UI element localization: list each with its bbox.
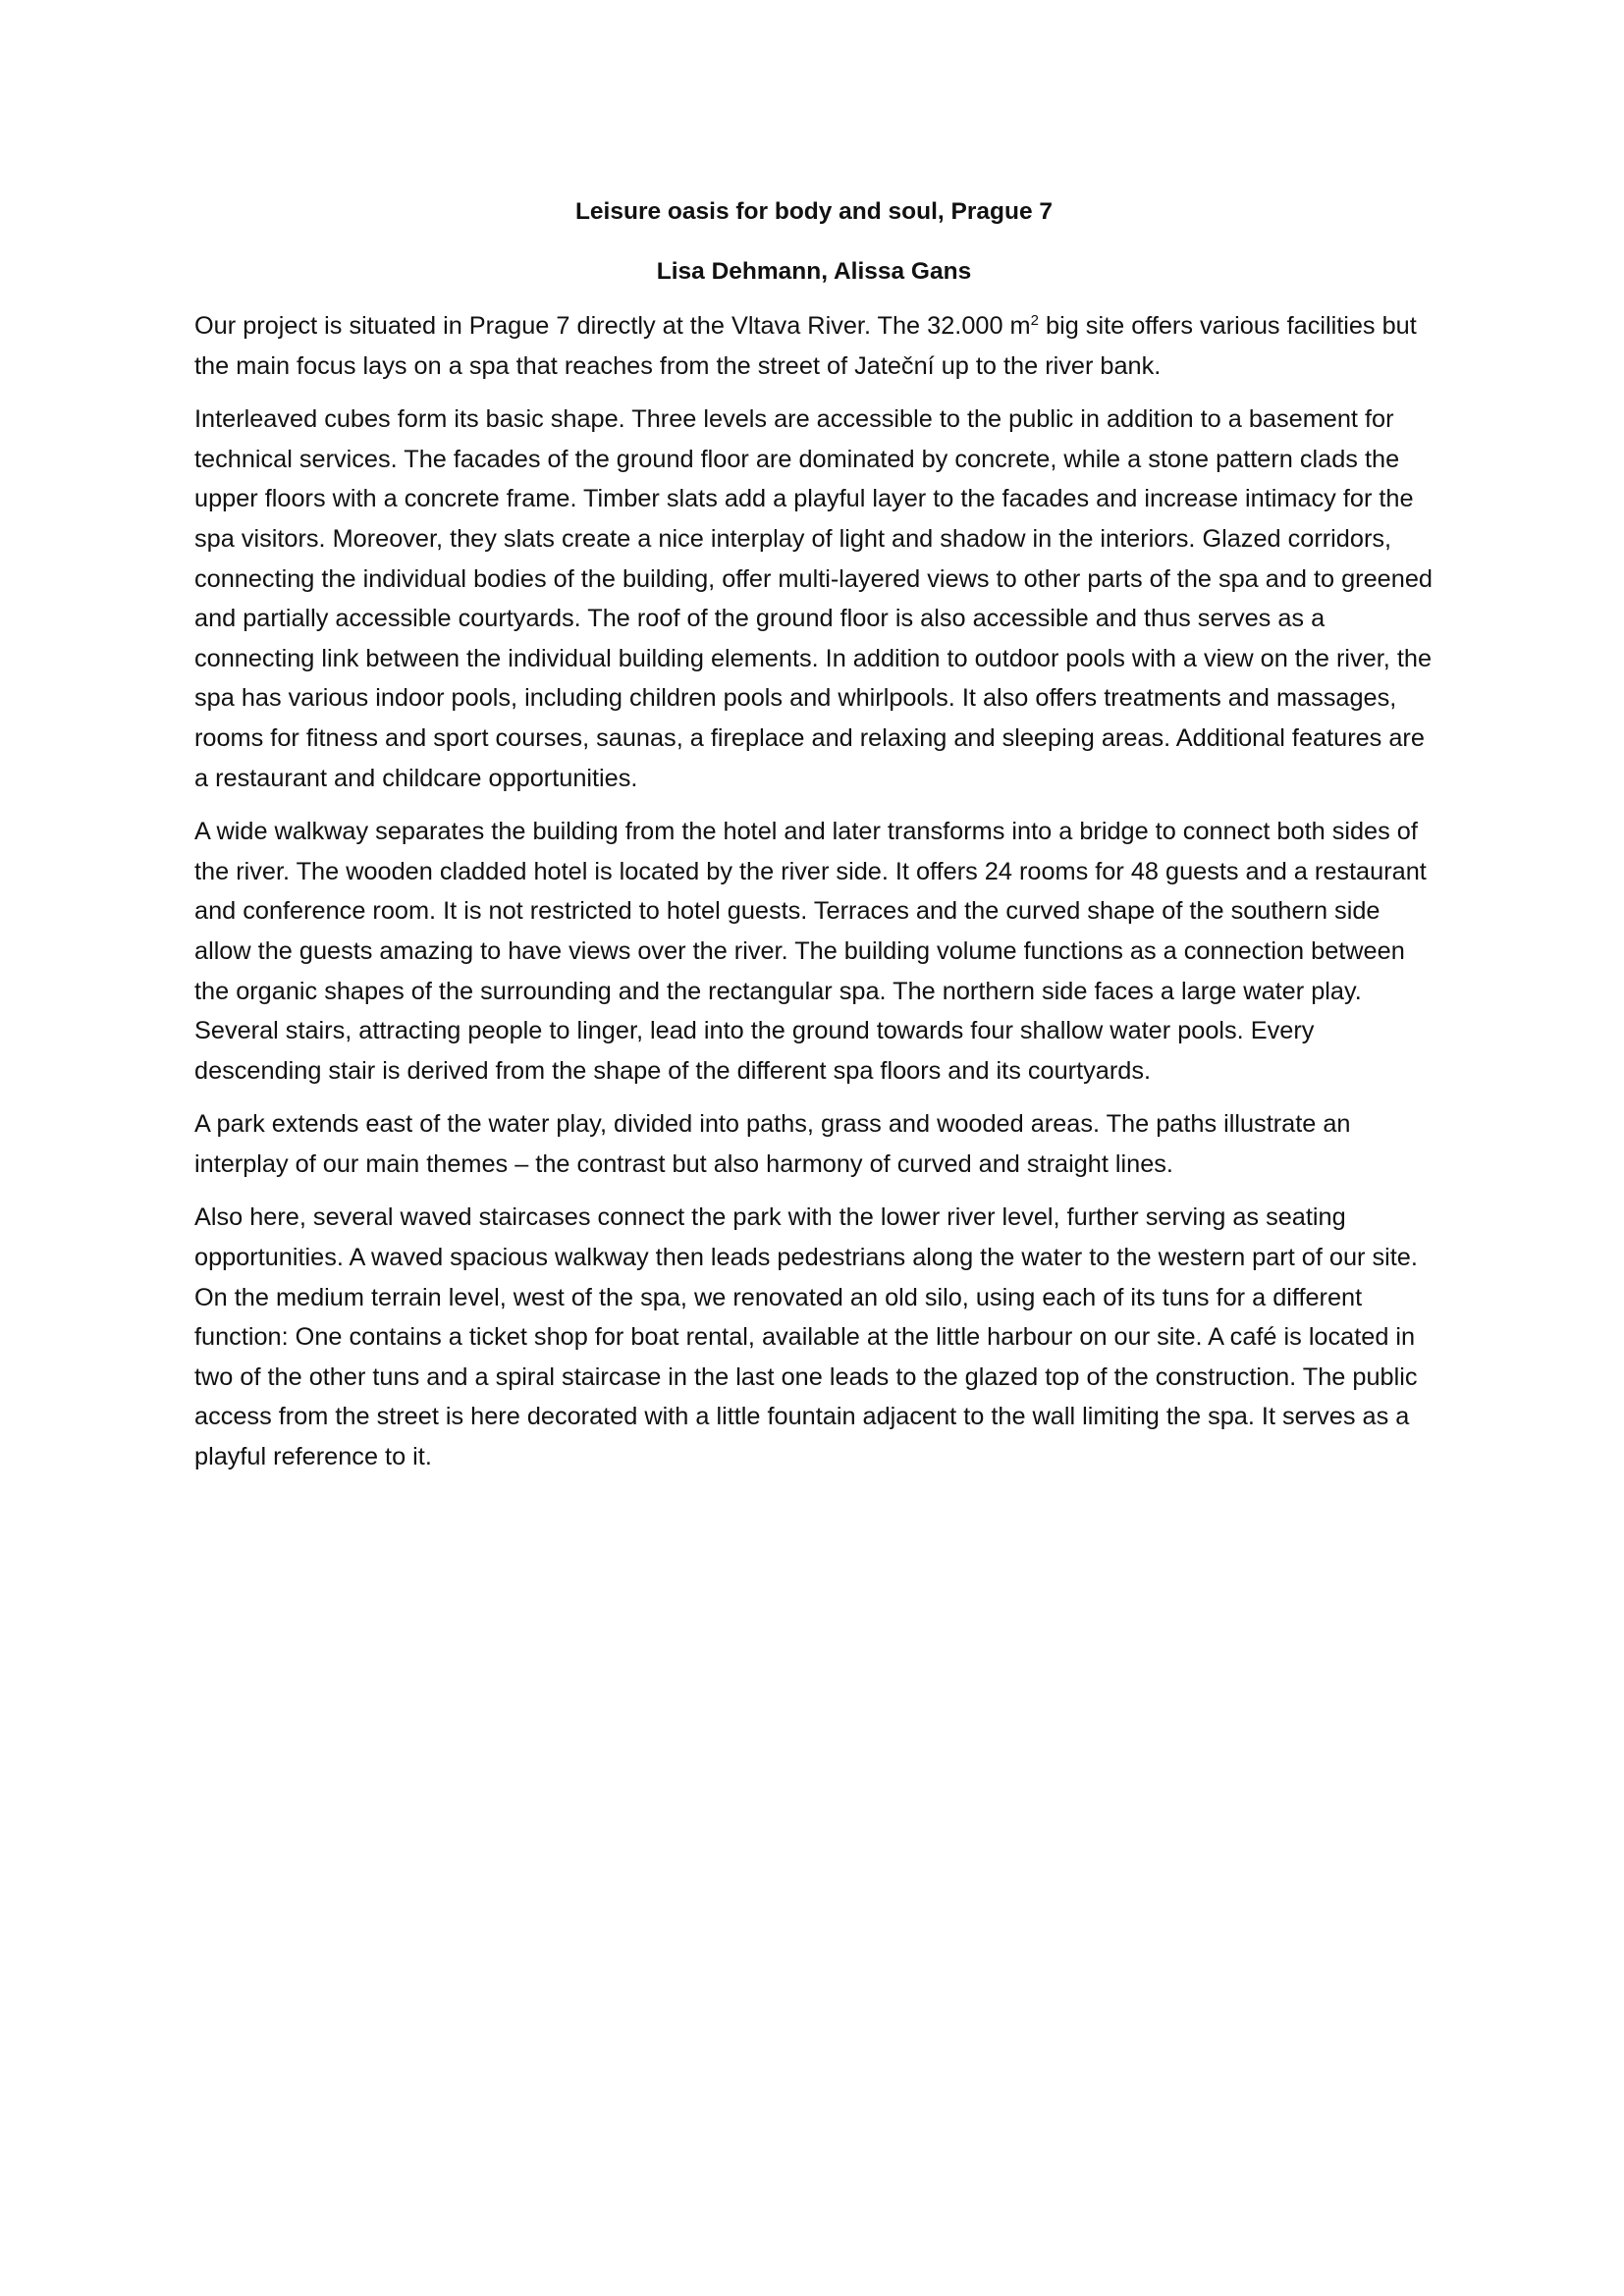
paragraph-park: A park extends east of the water play, divided into paths, grass and wooded areas. The paths illustrate an interplay of our main themes – the contrast but also harmony of curved and straight lines. <box>194 1110 1351 1178</box>
superscript-square-meter: 2 <box>1030 312 1039 329</box>
paragraph-site-text-start: Our project is situated in Prague 7 directly at the Vltava River. The 32.000 m <box>194 312 1031 340</box>
paragraph-hotel: A wide walkway separates the building from the hotel and later transforms into a bridge to connect both sides of the river. The wooden cladded hotel is located by the river side. It offers 24 rooms for 48 guests and a restaurant and conference room. It is not restricted to hotel guests. Terraces and the curved shape of the southern side allow the guests amazing to have views over the river. The building volume functions as a connection between the organic shapes of the surrounding and the rectangular spa. The northern side faces a large water play. Several stairs, attracting people to linger, lead into the ground towards four shallow water pools. Every descending stair is derived from the shape of the different spa floors and its courtyards. <box>194 818 1427 1085</box>
paragraph-silo: Also here, several waved staircases connect the park with the lower river level, further serving as seating opportunities. A waved spacious walkway then leads pedestrians along the water to the western part of our site. On the medium terrain level, west of the spa, we renovated an old silo, using each of its tuns for a different function: One contains a ticket shop for boat rental, available at the little harbour on our site. A café is located in two of the other tuns and a spiral staircase in the last one leads to the glazed top of the construction. The public access from the street is here decorated with a little fountain adjacent to the wall limiting the spa. It serves as a playful reference to it. <box>194 1203 1418 1471</box>
document-content <box>194 192 1434 1491</box>
document-authors: Lisa Dehmann, Alissa Gans <box>656 258 972 285</box>
document-body <box>194 306 1434 1477</box>
document-title: Leisure oasis for body and soul, Prague 7 <box>574 198 1054 225</box>
paragraph-site-text-end: big site offers various facilities but the main focus lays on a spa that reaches from the street of Jateční up to the river bank. <box>194 312 1417 380</box>
paragraph-site <box>194 306 1434 386</box>
paragraph-spa: Interleaved cubes form its basic shape. Three levels are accessible to the public in addition to a basement for technical services. The facades of the ground floor are dominated by concrete, while a stone pattern clads the upper floors with a concrete frame. Timber slats add a playful layer to the facades and increase intimacy for the spa visitors. Moreover, they slats create a nice interplay of light and shadow in the interiors. Glazed corridors, connecting the individual bodies of the building, offer multi-layered views to other parts of the spa and to greened and partially accessible courtyards. The roof of the ground floor is also accessible and thus serves as a connecting link between the individual building elements. In addition to outdoor pools with a view on the river, the spa has various indoor pools, including children pools and whirlpools. It also offers treatments and massages, rooms for fitness and sport courses, saunas, a fireplace and relaxing and sleeping areas. Additional features are a restaurant and childcare opportunities. <box>194 405 1433 792</box>
